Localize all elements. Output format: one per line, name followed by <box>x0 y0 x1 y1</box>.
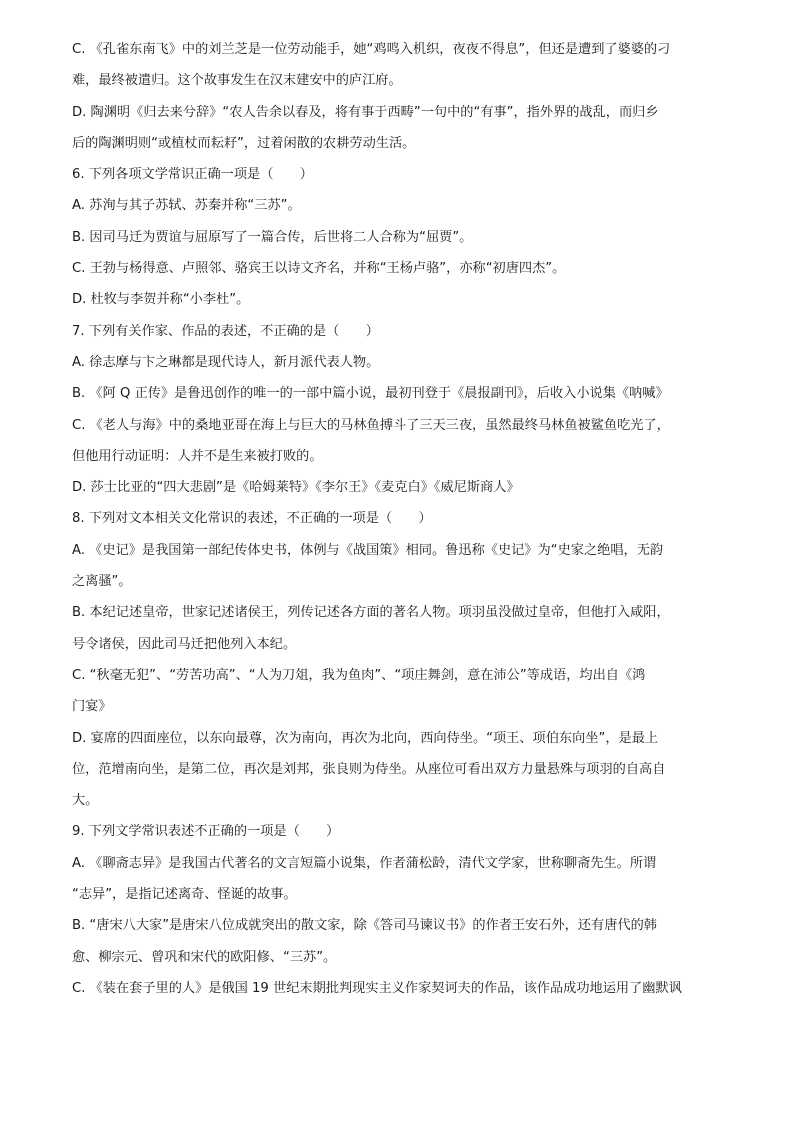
text-line: 难，最终被遣归。这个故事发生在汉末建安中的庐江府。 <box>72 73 402 89</box>
text-line: A. 徐志摩与卞之琳都是现代诗人，新月派代表人物。 <box>72 354 380 370</box>
text-line: 8. 下列对文本相关文化常识的表述，不正确的一项是（ ） <box>72 511 432 527</box>
text-line: 大。 <box>72 793 99 809</box>
text-line: C. 王勃与杨得意、卢照邻、骆宾王以诗文齐名，并称“王杨卢骆”，亦称“初唐四杰”。 <box>72 261 566 277</box>
text-line: D. 莎士比亚的“四大悲剧”是《哈姆莱特》《李尔王》《麦克白》《威尼斯商人》 <box>72 480 520 496</box>
text-line: 号令诸侯，因此司马迁把他列入本纪。 <box>72 636 297 652</box>
text-line: 9. 下列文学常识表述不正确的一项是（ ） <box>72 824 340 840</box>
text-line: 门宴》 <box>72 699 112 715</box>
text-line: B. 本纪记述皇帝，世家记述诸侯王，列传记述各方面的著名人物。项羽虽没做过皇帝，但他打入咸阳， <box>72 605 670 621</box>
text-line: D. 杜牧与李贺并称“小李杜”。 <box>72 292 250 308</box>
text-line: B. “唐宋八大家”是唐宋八位成就突出的散文家，除《答司马谏议书》的作者王安石外，还有唐代的韩 <box>72 918 657 934</box>
text-line: B. 因司马迁为贾谊与屈原写了一篇合传，后世将二人合称为“屈贾”。 <box>72 229 473 245</box>
text-line: 6. 下列各项文学常识正确一项是（ ） <box>72 167 313 183</box>
text-line: B. 《阿 Q 正传》是鲁迅创作的唯一的一部中篇小说，最初刊登于《晨报副刊》，后收入小说集《呐喊》 <box>72 386 669 402</box>
text-line: A. 《聊斋志异》是我国古代著名的文言短篇小说集，作者蒲松龄，清代文学家，世称聊斋先生。所谓 <box>72 855 657 871</box>
text-line: 但他用行动证明：人并不是生来被打败的。 <box>72 448 323 464</box>
text-line: C. “秋毫无犯”、“劳苦功高”、“人为刀俎，我为鱼肉”、“项庄舞剑，意在沛公”等成语，均出自《鸿 <box>72 667 646 683</box>
text-line: C. 《装在套子里的人》是俄国 19 世纪末期批判现实主义作家契诃夫的作品，该作品成功地运用了幽默讽 <box>72 980 682 996</box>
text-line: D. 宴席的四面座位，以东向最尊，次为南向，再次为北向，西向侍坐。“项王、项伯东向坐”，是最上 <box>72 730 659 746</box>
text-line: C. 《老人与海》中的桑地亚哥在海上与巨大的马林鱼搏斗了三天三夜，虽然最终马林鱼被鲨鱼吃光了， <box>72 417 670 433</box>
text-line: C. 《孔雀东南飞》中的刘兰芝是一位劳动能手，她“鸡鸣入机织，夜夜不得息”，但还是遭到了婆婆的刁 <box>72 42 671 57</box>
text-line: 愈、柳宗元、曾巩和宋代的欧阳修、“三苏”。 <box>72 949 337 965</box>
text-line: 后的陶渊明则“或植杖而耘耔”，过着闲散的农耕劳动生活。 <box>72 135 416 151</box>
text-line: A. 苏洵与其子苏轼、苏秦并称“三苏”。 <box>72 198 301 214</box>
text-line: 7. 下列有关作家、作品的表述，不正确的是（ ） <box>72 323 379 339</box>
text-line: “志异”，是指记述离奇、怪诞的故事。 <box>72 887 297 903</box>
text-line: 位，范增南向坐，是第二位，再次是刘邦，张良则为侍坐。从座位可看出双方力量悬殊与项羽的自高自 <box>72 761 666 777</box>
document-page <box>72 34 722 1004</box>
text-line: A. 《史记》是我国第一部纪传体史书，体例与《战国策》相同。鲁迅称《史记》为“史家之绝唱，无韵 <box>72 542 664 558</box>
text-line: 之离骚”。 <box>72 574 132 590</box>
text-line: D. 陶渊明《归去来兮辞》“农人告余以春及，将有事于西畴”一句中的“有事”，指外界的战乱，而归乡 <box>72 104 659 120</box>
